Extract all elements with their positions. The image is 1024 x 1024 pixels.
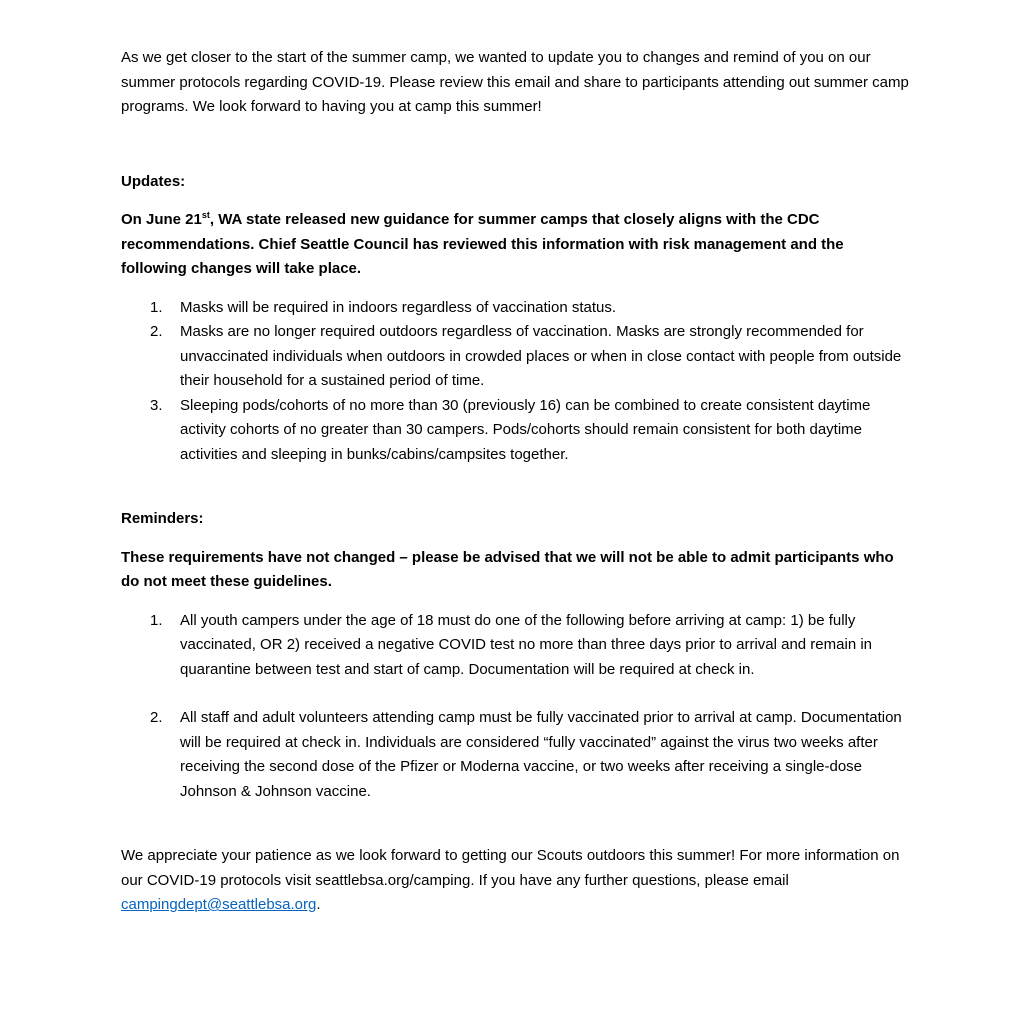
updates-lead-superscript: st bbox=[201, 210, 210, 220]
list-item-number: 3. bbox=[150, 396, 163, 414]
list-item-text: All youth campers under the age of 18 must do one of the following before arriving at camp: 1) be fully vaccinated, OR 2) received a negative COVID test no more than three days prior to arrival and remain in quarantine between test and start of camp. Documentation will be required at check in. bbox=[180, 611, 872, 678]
reminders-lead-paragraph: These requirements have not changed – please be advised that we will not be able to admit participants who do not meet these guidelines. bbox=[121, 548, 894, 590]
updates-lead-start: On June 21 bbox=[121, 211, 202, 228]
list-item bbox=[121, 706, 911, 804]
updates-heading: Updates: bbox=[121, 172, 186, 190]
list-item-number: 1. bbox=[150, 611, 163, 629]
list-item-text: All staff and adult volunteers attending camp must be fully vaccinated prior to arrival at camp. Documentation will be required at check in. Individuals are considered “fully vaccinated” against the virus two weeks after receiving the second dose of the Pfizer or Moderna vaccine, or two weeks after receiving a single-dose Johnson & Johnson vaccine. bbox=[180, 709, 902, 800]
list-item-number: 2. bbox=[150, 323, 163, 340]
intro-paragraph: As we get closer to the start of the summer camp, we wanted to update you to changes and remind of you on our summer protocols regarding COVID-19. Please review this email and share to participants attending out summer camp programs. We look forward to having you at camp this summer! bbox=[121, 49, 909, 115]
email-link[interactable]: campingdept@seattlebsa.org bbox=[121, 896, 317, 913]
list-item-text: Masks will be required in indoors regardless of vaccination status. bbox=[180, 298, 617, 316]
reminders-list bbox=[121, 609, 911, 805]
updates-list bbox=[121, 296, 911, 468]
list-item bbox=[121, 394, 911, 468]
list-item bbox=[121, 296, 911, 321]
closing-text: We appreciate your patience as we look forward to getting our Scouts outdoors this summer! For more information on our COVID-19 protocols visit seattlebsa.org/camping. If you have any further questions, please email bbox=[121, 847, 900, 889]
list-item bbox=[121, 609, 911, 683]
reminders-heading: Reminders: bbox=[121, 510, 204, 527]
list-item-text: Masks are no longer required outdoors regardless of vaccination. Masks are strongly recommended for unvaccinated individuals when outdoors in crowded places or when in close contact with people from outside their household for a sustained period of time. bbox=[180, 323, 902, 389]
updates-lead-rest: , WA state released new guidance for summer camps that closely aligns with the CDC recommendations. Chief Seattle Council has reviewed this information with risk management and the following changes will take place. bbox=[121, 211, 844, 277]
closing-period: . bbox=[316, 896, 321, 913]
closing-paragraph bbox=[121, 844, 911, 918]
list-item-text: Sleeping pods/cohorts of no more than 30 (previously 16) can be combined to create consistent daytime activity cohorts of no greater than 30 campers. Pods/cohorts should remain consistent for both daytime activities and sleeping in bunks/cabins/campsites together. bbox=[180, 396, 871, 463]
list-item bbox=[121, 320, 911, 394]
updates-lead-paragraph bbox=[121, 208, 911, 282]
list-item-number: 2. bbox=[150, 709, 163, 726]
document-page bbox=[121, 46, 911, 918]
list-item-number: 1. bbox=[150, 298, 163, 316]
